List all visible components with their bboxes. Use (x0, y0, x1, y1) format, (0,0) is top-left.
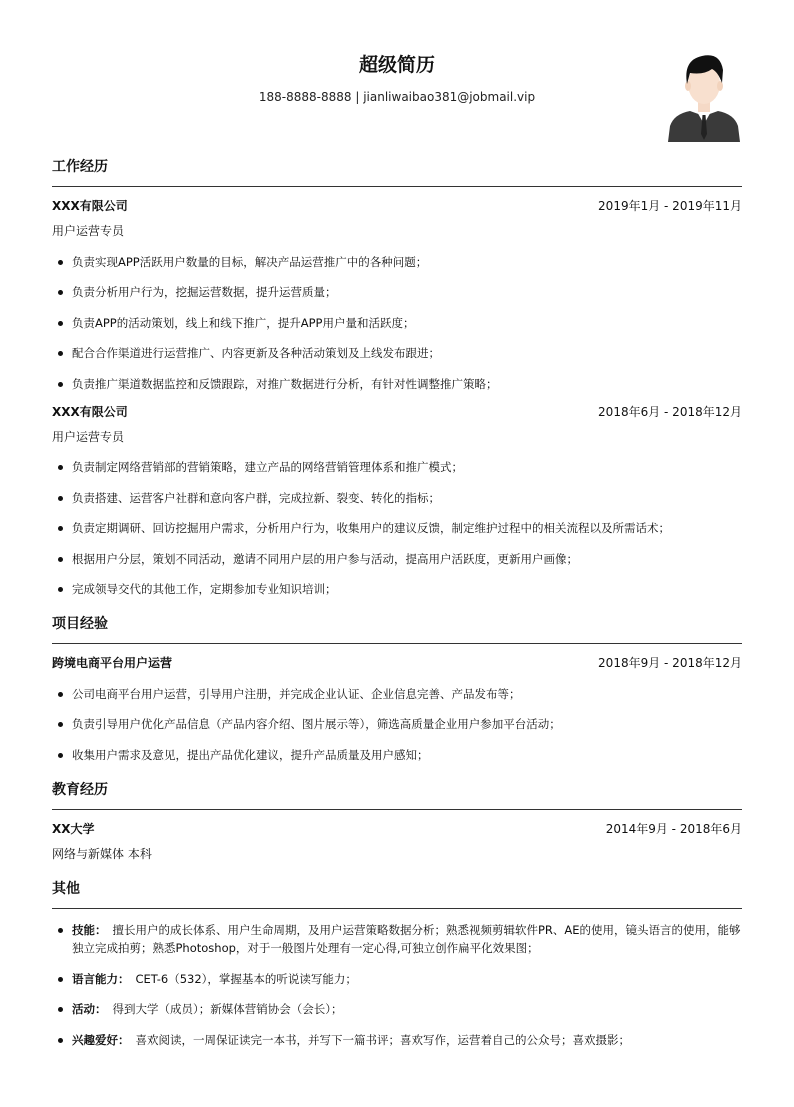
bullet-item: 负责制定网络营销部的营销策略，建立产品的网络营销管理体系和推广模式； (52, 458, 742, 476)
bullet-dot (58, 928, 63, 933)
activities-item (52, 1000, 742, 1018)
bullet-dot (58, 260, 63, 265)
entry-date: 2018年9月 - 2018年12月 (598, 656, 742, 670)
bullet-dot (58, 1007, 63, 1012)
job-role: 用户运营专员 (52, 429, 125, 444)
bullet-dot (58, 496, 63, 501)
bullet-item: 负责实现APP活跃用户数量的目标，解决产品运营推广中的各种问题； (52, 253, 742, 271)
bullet-dot (58, 977, 63, 982)
company-name: XXX有限公司 (52, 404, 128, 419)
work-section-title: 工作经历 (52, 157, 742, 187)
major-degree: 网络与新媒体 本科 (52, 846, 152, 861)
bullet-dot (58, 692, 63, 697)
bullet-dot (58, 382, 63, 387)
bullet-item: 负责定期调研、回访挖掘用户需求，分析用户行为，收集用户的建议反馈，制定维护过程中的相关流程以及所需话术； (52, 519, 742, 537)
item-label: 活动： (72, 1002, 107, 1016)
bullet-dot (58, 722, 63, 727)
bullet-item: 负责APP的活动策划，线上和线下推广，提升APP用户量和活跃度； (52, 314, 742, 332)
work-entry (52, 403, 742, 599)
education-section (52, 780, 742, 863)
entry-date: 2014年9月 - 2018年6月 (605, 821, 742, 836)
project-section (52, 614, 742, 764)
bullet-item: 负责分析用户行为，挖掘运营数据，提升运营质量； (52, 283, 742, 301)
bullet-item: 根据用户分层，策划不同活动，邀请不同用户层的用户参与活动，提高用户活跃度，更新用户画像； (52, 550, 742, 568)
bullet-dot (58, 587, 63, 592)
project-entry (52, 654, 742, 764)
work-entry (52, 197, 742, 393)
item-label: 语言能力： (72, 971, 130, 986)
company-name: XXX有限公司 (52, 199, 128, 213)
bullet-dot (58, 321, 63, 326)
hobbies-item (52, 1031, 742, 1049)
resume-name: 超级简历 (358, 54, 435, 76)
bullet-dot (58, 753, 63, 758)
language-item (52, 970, 742, 988)
entry-date: 2018年6月 - 2018年12月 (598, 404, 742, 419)
resume-header (52, 0, 742, 150)
bullet-item: 负责推广渠道数据监控和反馈跟踪，对推广数据进行分析，有针对性调整推广策略； (52, 375, 742, 393)
item-text: 擅长用户的成长体系、用户生命周期，及用户运营策略数据分析；熟悉视频剪辑软件PR、AE的使用，镜头语言的使用，能够独立完成拍剪；熟悉Photoshop，对于一般图片处理有一定心得,可独立创作扁平化效果图； (72, 923, 741, 955)
item-text: 喜欢阅读，一周保证读完一本书，并写下一篇书评；喜欢写作，运营着自己的公众号；喜欢摄影； (135, 1032, 630, 1047)
item-text: CET-6（532），掌握基本的听说读写能力； (135, 971, 357, 986)
entry-date: 2019年1月 - 2019年11月 (598, 199, 742, 213)
bullet-dot (58, 526, 63, 531)
resume-page (52, 0, 742, 1049)
item-label: 技能： (72, 923, 107, 937)
project-section-title: 项目经验 (52, 614, 742, 644)
school-name: XX大学 (52, 821, 95, 836)
skills-item (52, 921, 742, 957)
bullet-item: 负责搭建、运营客户社群和意向客户群，完成拉新、裂变、转化的指标； (52, 489, 742, 507)
bullet-item: 配合合作渠道进行运营推广、内容更新及各种活动策划及上线发布跟进； (52, 344, 742, 362)
work-section (52, 157, 742, 598)
item-text: 得到大学（成员）；新媒体营销协会（会长）； (112, 1002, 343, 1016)
bullet-dot (58, 557, 63, 562)
bullet-item: 收集用户需求及意见，提出产品优化建议，提升产品质量及用户感知； (52, 746, 742, 764)
bullet-item: 完成领导交代的其他工作，定期参加专业知识培训； (52, 580, 742, 598)
bullet-dot (58, 1038, 63, 1043)
bullet-item: 负责引导用户优化产品信息（产品内容介绍、图片展示等），筛选高质量企业用户参加平台活动； (52, 715, 742, 733)
bullet-dot (58, 290, 63, 295)
education-section-title: 教育经历 (52, 780, 742, 810)
contact-info: 188-8888-8888 | jianliwaibao381@jobmail.vip (258, 90, 536, 104)
item-label: 兴趣爱好： (72, 1032, 130, 1047)
other-section (52, 879, 742, 1049)
avatar (668, 50, 740, 142)
bullet-dot (58, 465, 63, 470)
bullet-item: 公司电商平台用户运营，引导用户注册，并完成企业认证、企业信息完善、产品发布等； (52, 685, 742, 703)
bullet-dot (58, 351, 63, 356)
other-section-title: 其他 (52, 879, 742, 909)
job-role: 用户运营专员 (52, 224, 125, 238)
project-name: 跨境电商平台用户运营 (52, 656, 173, 670)
